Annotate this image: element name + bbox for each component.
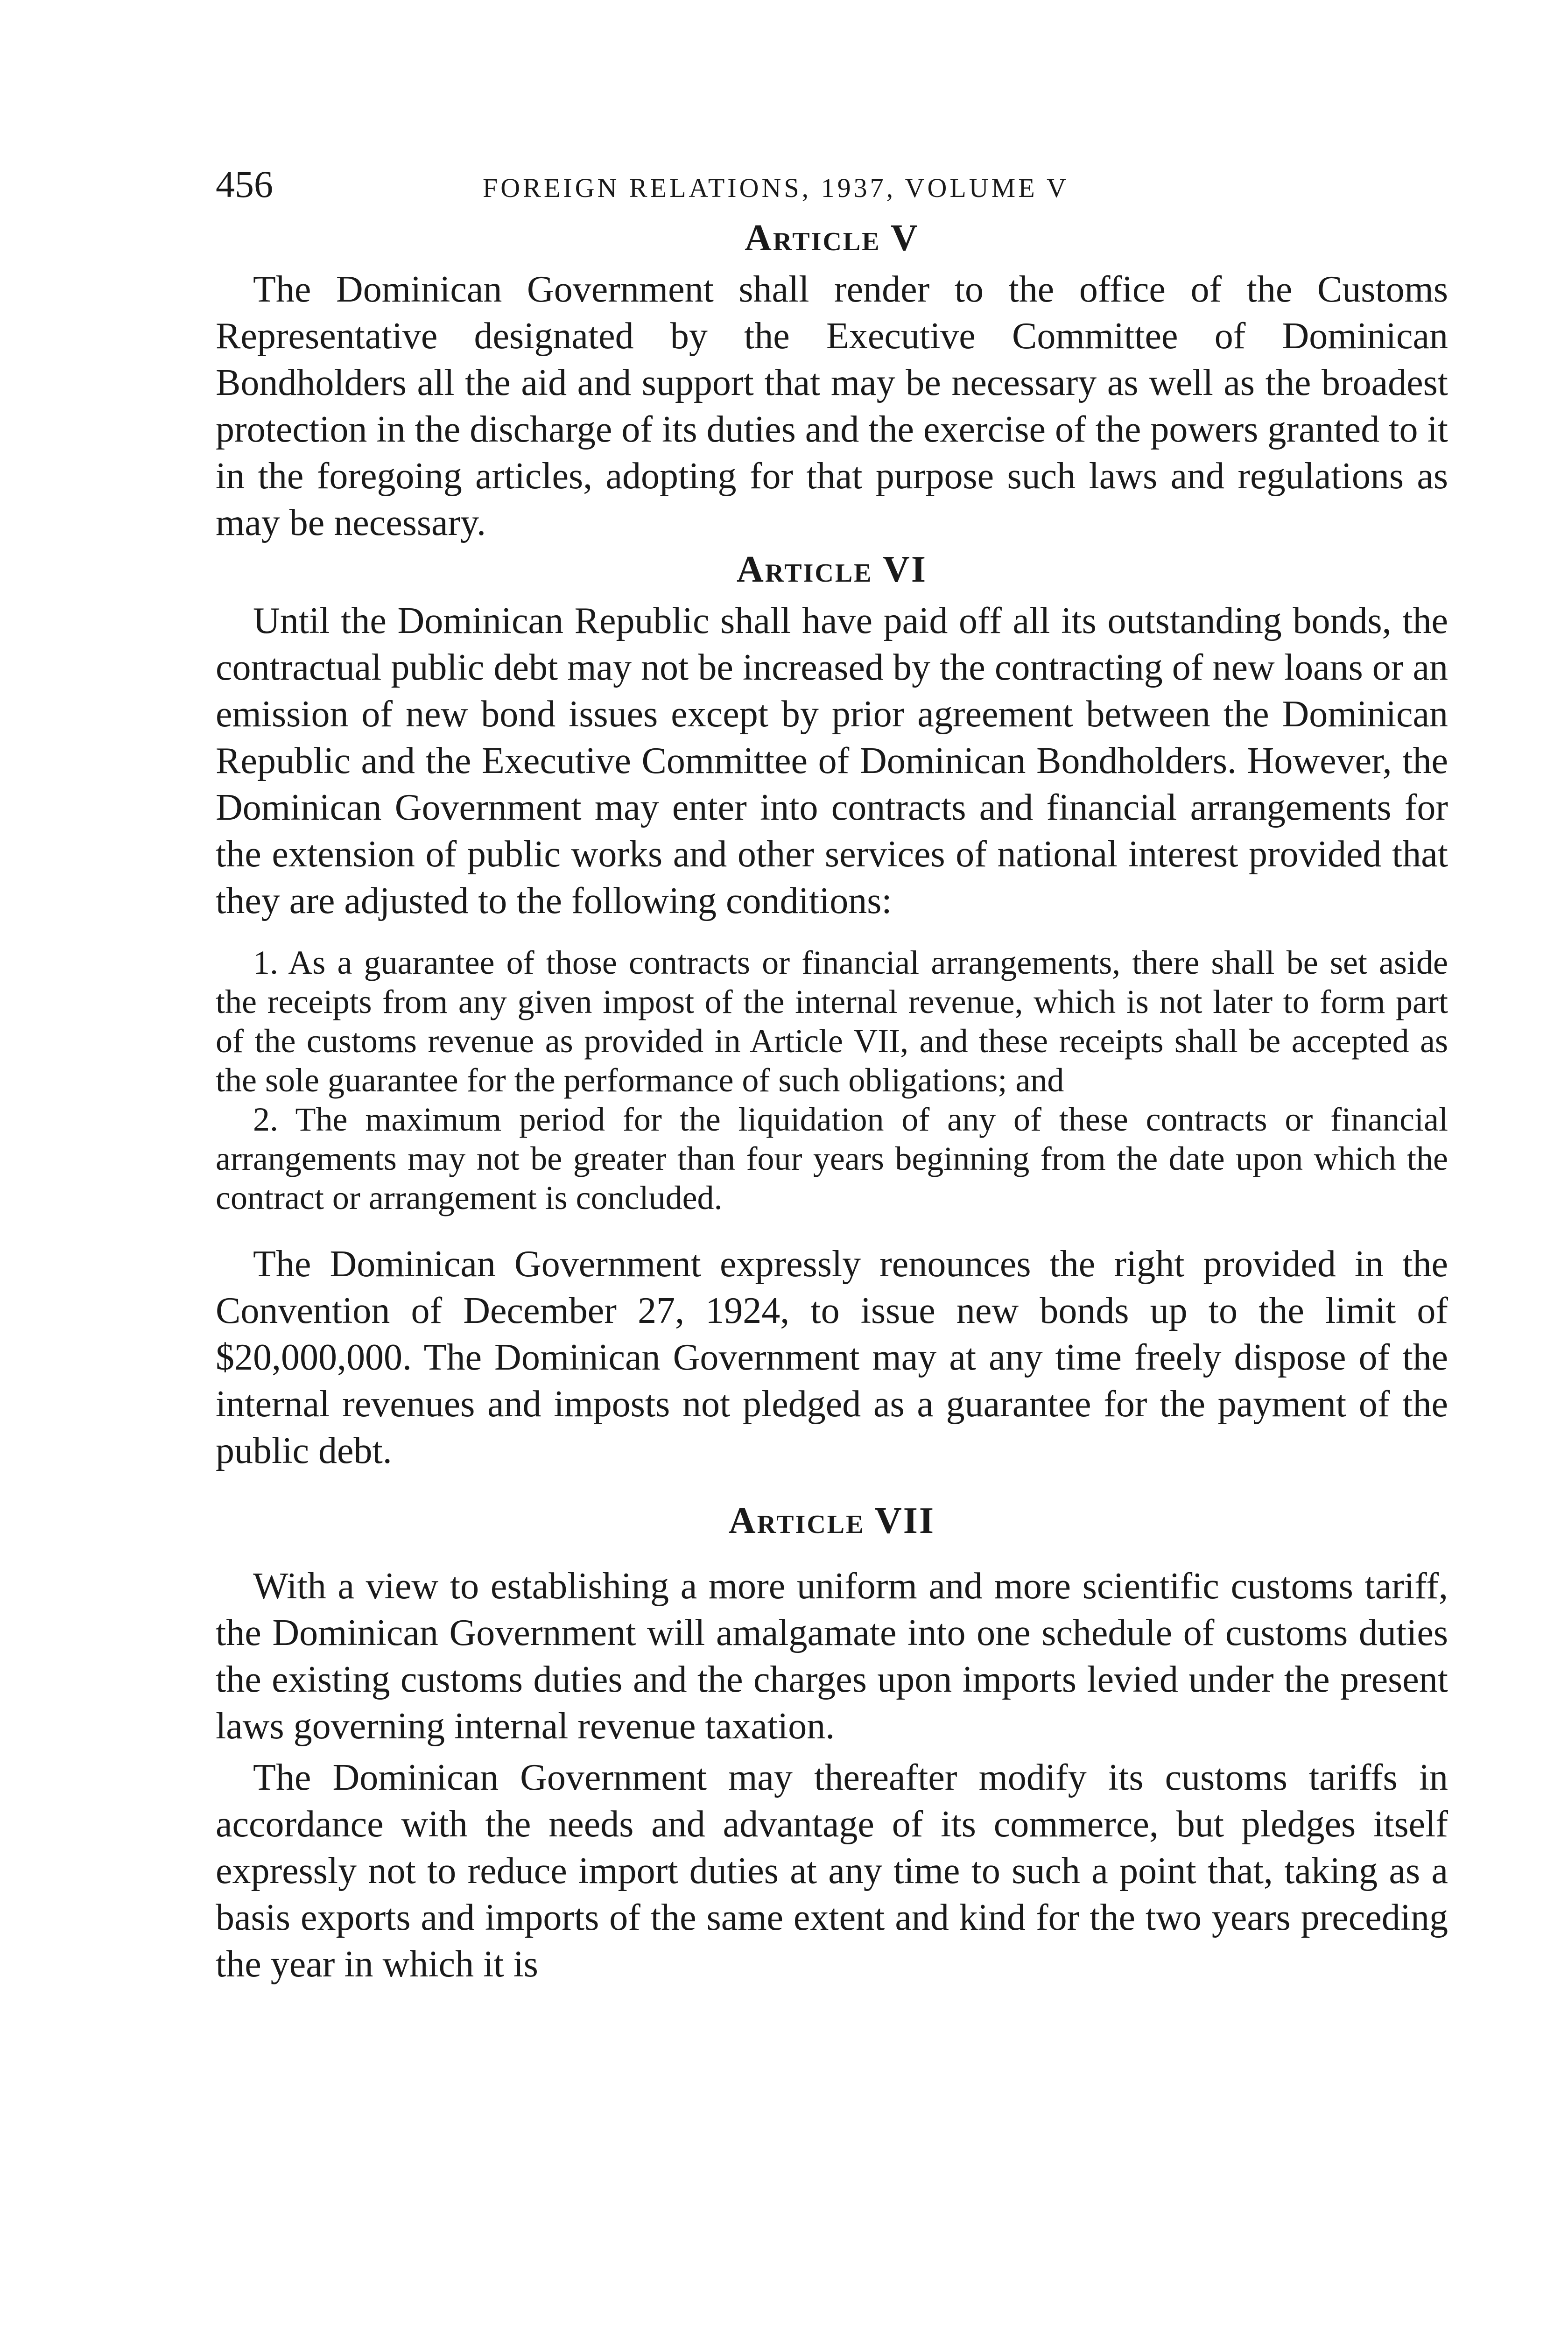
article-v bbox=[216, 215, 1448, 546]
page-number: 456 bbox=[216, 163, 273, 205]
article-vi bbox=[216, 546, 1448, 1474]
article-vi-intro: Until the Dominican Republic shall have paid off all its outstanding bonds, the contractual public debt may not be increased by the contracting of new loans or an emission of new bond issues except by prior agreement between the Dominican Republic and the Executive Committee of Dominican Bondholders. However, the Dominican Government may enter into contracts and financial arrangements for the extension of public works and other services of national interest provided that they are adjusted to the following conditions: bbox=[216, 600, 1448, 921]
document-page bbox=[216, 159, 1448, 1988]
article-v-heading: Article V bbox=[745, 218, 919, 259]
article-vii bbox=[216, 1497, 1448, 1988]
article-vii-paragraph-1: With a view to establishing a more uniform and more scientific customs tariff, the Dominican Government will amalgamate into one schedule of customs duties the existing customs duties and the charges upon imports levied under the present laws governing internal revenue taxation. bbox=[216, 1566, 1448, 1747]
running-title: FOREIGN RELATIONS, 1937, VOLUME V bbox=[483, 173, 1069, 203]
running-header bbox=[216, 159, 1448, 210]
article-vii-paragraph-2: The Dominican Government may thereafter modify its customs tariffs in accordance with the needs and advantage of its commerce, but pledges itself expressly not to reduce import duties at any time to such a point that, taking as a basis exports and imports of the same extent and kind for the two years preceding the year in which it is bbox=[216, 1757, 1448, 1985]
article-vi-closing: The Dominican Government expressly renounces the right provided in the Convention of December 27, 1924, to issue new bonds up to the limit of $20,000,000. The Dominican Government may at any time freely dispose of the internal revenues and imposts not pledged as a guarantee for the payment of the public debt. bbox=[216, 1244, 1448, 1471]
article-vii-heading: Article VII bbox=[728, 1500, 935, 1541]
article-v-paragraph-1: The Dominican Government shall render to the office of the Customs Representative designated by the Executive Committee of Dominican Bondholders all the aid and support that may be necessary as well as the broadest protection in the discharge of its duties and the exercise of the powers granted to it in the foregoing articles, adopting for that purpose such laws and regulations as may be necessary. bbox=[216, 269, 1448, 543]
article-vi-condition-1: 1. As a guarantee of those contracts or financial arrangements, there shall be set aside the receipts from any given impost of the internal revenue, which is not later to form part of the customs revenue as provided in Article VII, and these receipts shall be accepted as the sole guarantee for the performance of such obligations; and bbox=[216, 944, 1448, 1099]
article-vi-heading: Article VI bbox=[737, 549, 927, 590]
article-vi-condition-2: 2. The maximum period for the liquidation of any of these contracts or financial arrangements may not be greater than four years beginning from the date upon which the contract or arrangement is concluded. bbox=[216, 1101, 1448, 1216]
